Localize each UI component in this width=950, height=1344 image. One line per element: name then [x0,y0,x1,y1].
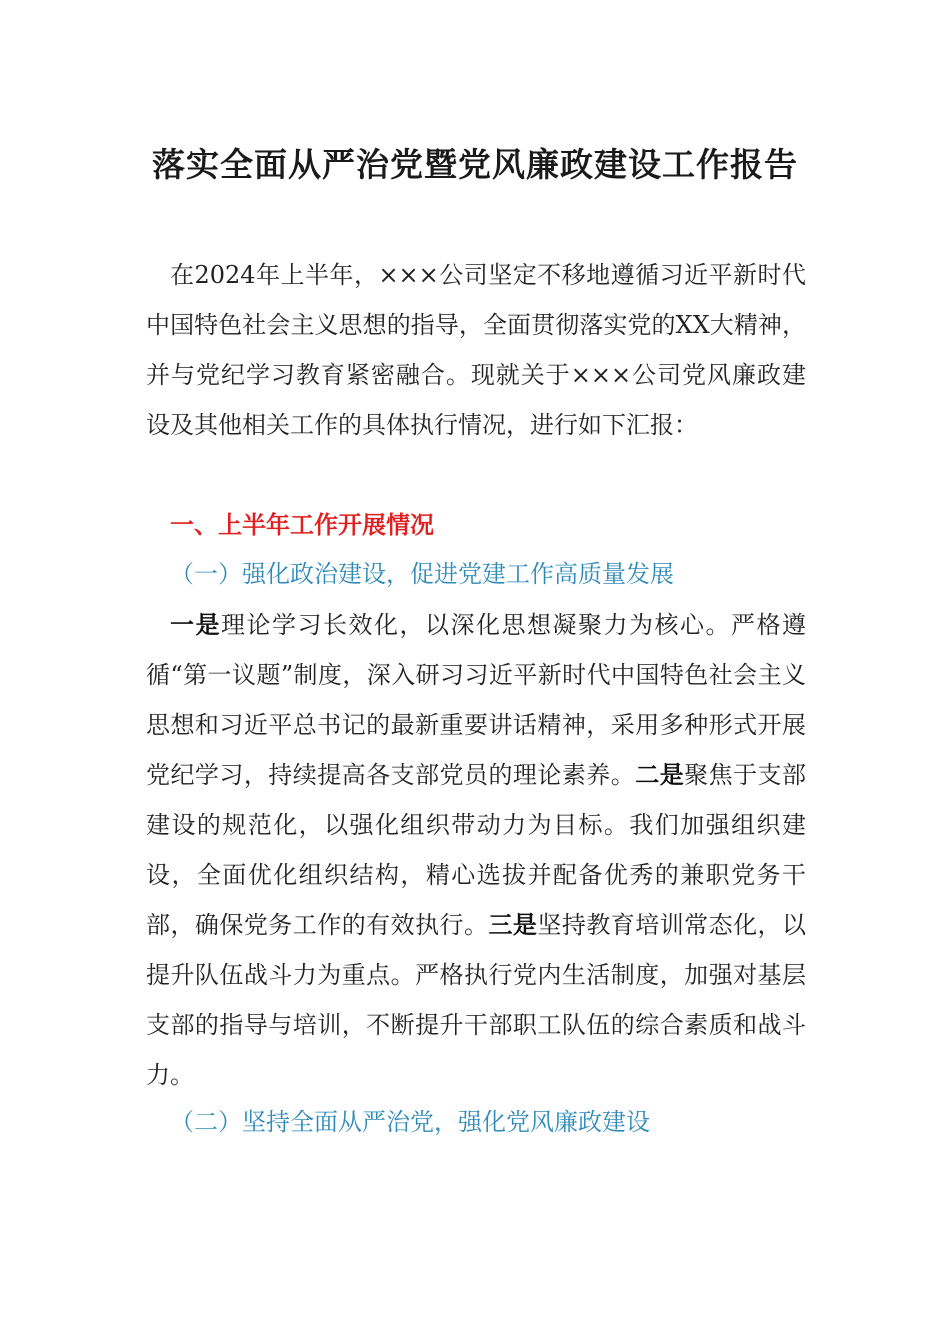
lead-second: 二是 [635,760,685,789]
work-paragraph [146,600,806,1100]
intro-text: 在2024年上半年，×××公司坚定不移地遵循习近平新时代中国特色社会主义思想的指导，全面贯彻落实党的XX大精神，并与党纪学习教育紧密融合。现就关于×××公司党风廉政建设及其他相关工作的具体执行情况，进行如下汇报： [146,261,806,439]
subsection-heading-1: （一）强化政治建设，促进党建工作高质量发展 [170,560,674,588]
document-title: 落实全面从严治党暨党风廉政建设工作报告 [152,145,798,184]
intro-paragraph [146,250,806,450]
point-first-text: 理论学习长效化，以深化思想凝聚力为核心。严格遵循“第一议题”制度，深入研习习近平新时代中国特色社会主义思想和习近平总书记的最新重要讲话精神，采用多种形式开展党纪学习，持续提高各支部党员的理论素养。 [146,611,806,789]
point-third-text: 坚持教育培训常态化，以提升队伍战斗力为重点。严格执行党内生活制度，加强对基层支部的指导与培训，不断提升干部职工队伍的综合素质和战斗力。 [146,911,807,1089]
point-second-text: 聚焦于支部建设的规范化，以强化组织带动力为目标。我们加强组织建设，全面优化组织结构，精心选拔并配备优秀的兼职党务干部，确保党务工作的有效执行。 [146,761,807,939]
lead-third: 三是 [488,910,538,939]
lead-first: 一是 [170,610,221,639]
subsection-heading-2: （二）坚持全面从严治党，强化党风廉政建设 [170,1108,650,1136]
section-heading: 一、上半年工作开展情况 [170,511,434,539]
